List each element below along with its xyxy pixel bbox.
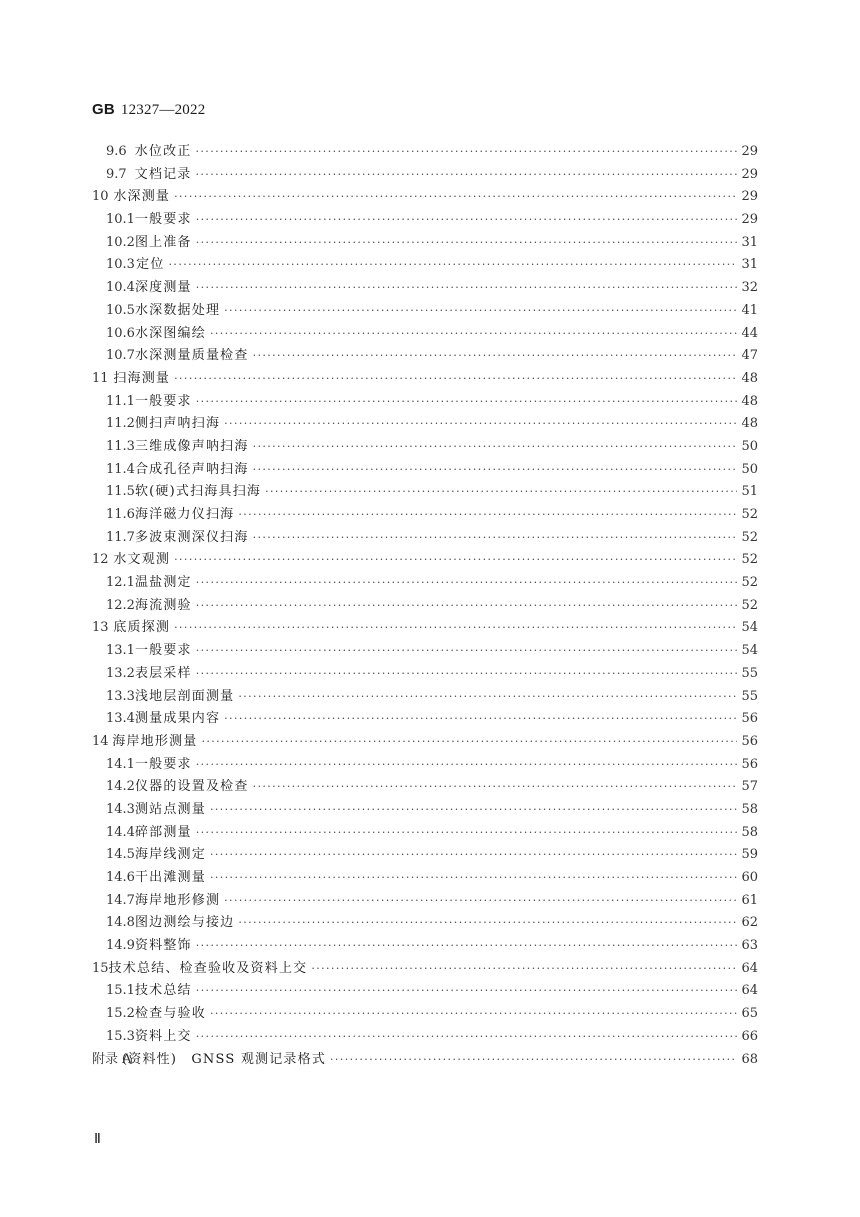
toc-leader-dots bbox=[196, 164, 738, 187]
toc-leader-dots bbox=[253, 345, 738, 368]
toc-entry-page: 47 bbox=[741, 348, 758, 364]
toc-leader-dots bbox=[196, 141, 738, 164]
toc-entry-page: 44 bbox=[741, 325, 758, 341]
toc-section-entry[interactable] bbox=[92, 1003, 758, 1026]
toc-entry-number: 15.3 bbox=[106, 1028, 135, 1044]
toc-entry-title: 测站点测量 bbox=[134, 801, 206, 817]
toc-entry-number: 13 bbox=[92, 620, 109, 636]
toc-entry-page: 59 bbox=[741, 847, 758, 863]
toc-section-entry[interactable] bbox=[92, 686, 758, 709]
toc-entry-page: 55 bbox=[741, 688, 758, 704]
toc-leader-dots bbox=[253, 436, 738, 459]
toc-entry-title: 海岸地形修测 bbox=[134, 892, 221, 908]
toc-leader-dots bbox=[253, 527, 738, 550]
toc-section-entry[interactable] bbox=[92, 481, 758, 504]
toc-leader-dots bbox=[196, 822, 738, 845]
toc-entry-page: 32 bbox=[741, 280, 758, 296]
toc-leader-dots bbox=[224, 708, 737, 731]
toc-section-entry[interactable] bbox=[92, 754, 758, 777]
toc-entry-page: 29 bbox=[741, 166, 758, 182]
toc-section-entry[interactable] bbox=[92, 345, 758, 368]
toc-entry-page: 29 bbox=[741, 144, 758, 159]
toc-entry-number: 15.2 bbox=[106, 1006, 135, 1022]
toc-entry-page: 54 bbox=[741, 643, 758, 659]
toc-entry-title: 海岸地形测量 bbox=[112, 733, 198, 749]
toc-entry-page: 56 bbox=[741, 711, 758, 727]
toc-entry-number: 10 bbox=[92, 189, 109, 205]
toc-section-entry[interactable] bbox=[92, 300, 758, 323]
toc-leader-dots bbox=[224, 890, 737, 913]
toc-leader-dots bbox=[196, 663, 738, 686]
toc-entry-title: 海岸线测定 bbox=[134, 847, 206, 863]
toc-chapter-entry[interactable] bbox=[92, 617, 758, 640]
toc-entry-title: 侧扫声呐扫海 bbox=[134, 416, 221, 432]
toc-entry-number: 10.5 bbox=[106, 302, 135, 318]
toc-entry-title: 水深测量质量检查 bbox=[134, 348, 249, 364]
toc-section-entry[interactable] bbox=[92, 209, 758, 232]
toc-entry-number: 附录 A bbox=[92, 1051, 132, 1067]
toc-entry-number: 12 bbox=[92, 552, 109, 568]
toc-entry-page: 64 bbox=[741, 960, 758, 976]
toc-leader-dots bbox=[196, 595, 738, 618]
toc-entry-page: 56 bbox=[741, 733, 758, 749]
toc-entry-title: 图上准备 bbox=[134, 234, 192, 250]
toc-entry-title: 定位 bbox=[136, 257, 165, 273]
toc-entry-page: 31 bbox=[741, 257, 758, 273]
toc-entry-page: 57 bbox=[741, 779, 758, 795]
toc-chapter-entry[interactable] bbox=[92, 731, 758, 754]
toc-entry-page: 66 bbox=[741, 1028, 758, 1044]
toc-entry-page: 48 bbox=[741, 393, 758, 409]
toc-entry-title: (资料性) GNSS 观测记录格式 bbox=[122, 1051, 327, 1067]
toc-leader-dots bbox=[265, 481, 737, 504]
toc-entry-number: 10.4 bbox=[106, 280, 135, 296]
toc-leader-dots bbox=[238, 912, 737, 935]
toc-entry-number: 11.3 bbox=[106, 438, 135, 454]
toc-entry-number: 14.5 bbox=[106, 847, 135, 863]
toc-section-entry[interactable] bbox=[92, 504, 758, 527]
toc-entry-number: 15 bbox=[92, 960, 109, 976]
toc-entry-title: 温盐测定 bbox=[134, 575, 192, 591]
toc-entry-page: 50 bbox=[741, 438, 758, 454]
toc-section-entry[interactable] bbox=[92, 1026, 758, 1049]
toc-entry-page: 51 bbox=[741, 484, 758, 500]
toc-leader-dots bbox=[174, 368, 737, 391]
toc-entry-number: 14.7 bbox=[106, 892, 135, 908]
toc-entry-number: 10.1 bbox=[106, 212, 135, 228]
toc-entry-page: 68 bbox=[741, 1051, 758, 1067]
toc-entry-number: 10.7 bbox=[106, 348, 135, 364]
toc-entry-title: 海流测验 bbox=[134, 597, 192, 613]
toc-entry-title: 资料整饰 bbox=[134, 938, 192, 954]
toc-section-entry[interactable] bbox=[92, 595, 758, 618]
toc-entry-page: 55 bbox=[741, 665, 758, 681]
toc-entry-page: 29 bbox=[741, 212, 758, 228]
toc-entry-number: 11.6 bbox=[106, 507, 135, 522]
toc-entry-number: 14.2 bbox=[106, 779, 135, 795]
standard-prefix: GB bbox=[92, 101, 115, 118]
toc-leader-dots bbox=[210, 867, 737, 890]
toc-section-entry[interactable] bbox=[92, 980, 758, 1003]
toc-entry-number: 14.3 bbox=[106, 801, 135, 817]
toc-entry-title: 深度测量 bbox=[134, 280, 192, 296]
toc-entry-title: 技术总结、检查验收及资料上交 bbox=[108, 960, 308, 976]
toc-entry-title: 水深数据处理 bbox=[134, 302, 221, 318]
toc-leader-dots bbox=[210, 844, 737, 867]
toc-section-entry[interactable] bbox=[92, 912, 758, 935]
toc-leader-dots bbox=[196, 754, 738, 777]
toc-leader-dots bbox=[196, 980, 738, 1003]
toc-section-entry[interactable] bbox=[92, 844, 758, 867]
toc-entry-number: 9.7 bbox=[106, 166, 127, 182]
toc-entry-page: 41 bbox=[741, 302, 758, 318]
toc-chapter-entry[interactable] bbox=[92, 958, 758, 981]
toc-leader-dots bbox=[253, 776, 738, 799]
page-number: Ⅱ bbox=[94, 1132, 101, 1147]
toc-entry-number: 14.6 bbox=[106, 870, 135, 885]
toc-leader-dots bbox=[330, 1049, 737, 1072]
toc-leader-dots bbox=[196, 391, 738, 414]
toc-leader-dots bbox=[196, 935, 738, 958]
toc-entry-page: 50 bbox=[741, 461, 758, 477]
toc-entry-number: 12.2 bbox=[106, 597, 135, 613]
toc-entry-title: 一般要求 bbox=[134, 212, 192, 228]
toc-leader-dots bbox=[253, 459, 738, 482]
toc-entry-title: 水深测量 bbox=[113, 189, 171, 205]
toc-entry-title: 资料上交 bbox=[134, 1028, 192, 1044]
toc-entry-number: 11 bbox=[92, 370, 109, 386]
toc-entry-title: 多波束测深仪扫海 bbox=[134, 529, 249, 545]
toc-entry-page: 54 bbox=[741, 620, 758, 636]
toc-leader-dots bbox=[196, 277, 738, 300]
toc-section-entry[interactable] bbox=[92, 890, 758, 913]
standard-number: 12327—2022 bbox=[120, 102, 206, 118]
toc-entry-page: 65 bbox=[741, 1006, 758, 1022]
toc-leader-dots bbox=[196, 232, 738, 255]
toc-entry-page: 48 bbox=[741, 370, 758, 386]
toc-entry-page: 56 bbox=[741, 756, 758, 772]
toc-entry-title: 技术总结 bbox=[134, 983, 192, 999]
toc-entry-title: 干出滩测量 bbox=[134, 870, 206, 885]
toc-entry-page: 52 bbox=[741, 529, 758, 545]
toc-entry-title: 检查与验收 bbox=[134, 1006, 206, 1022]
toc-section-entry[interactable] bbox=[92, 867, 758, 890]
toc-entry-number: 10.3 bbox=[106, 257, 135, 273]
toc-section-entry[interactable] bbox=[92, 459, 758, 482]
toc-entry-title: 一般要求 bbox=[134, 393, 192, 409]
toc-section-entry[interactable] bbox=[92, 254, 758, 277]
toc-entry-page: 62 bbox=[741, 915, 758, 931]
toc-entry-number: 11.5 bbox=[106, 484, 135, 500]
toc-leader-dots bbox=[196, 572, 738, 595]
toc-entry-title: 扫海测量 bbox=[113, 370, 171, 386]
toc-chapter-entry[interactable] bbox=[92, 549, 758, 572]
toc-leader-dots bbox=[196, 209, 738, 232]
toc-entry-page: 63 bbox=[741, 938, 758, 954]
toc-entry-title: 浅地层剖面测量 bbox=[134, 688, 235, 704]
toc-leader-dots bbox=[174, 549, 737, 572]
toc-entry-title: 海洋磁力仪扫海 bbox=[134, 507, 235, 522]
toc-section-entry[interactable] bbox=[92, 640, 758, 663]
toc-entry-page: 31 bbox=[741, 234, 758, 250]
toc-entry-number: 13.1 bbox=[106, 643, 135, 659]
toc-entry-number: 11.2 bbox=[106, 416, 135, 432]
toc-leader-dots bbox=[210, 1003, 737, 1026]
toc-entry-number: 13.2 bbox=[106, 665, 135, 681]
toc-entry-title: 碎部测量 bbox=[134, 824, 192, 840]
toc-section-entry[interactable] bbox=[92, 164, 758, 187]
toc-entry-number: 15.1 bbox=[106, 983, 135, 999]
toc-entry-page: 52 bbox=[741, 507, 758, 522]
toc-entry-page: 52 bbox=[741, 552, 758, 568]
toc-leader-dots bbox=[224, 413, 737, 436]
toc-leader-dots bbox=[169, 254, 738, 277]
toc-entry-number: 14.4 bbox=[106, 824, 135, 840]
toc-entry-page: 52 bbox=[741, 575, 758, 591]
toc-section-entry[interactable] bbox=[92, 413, 758, 436]
toc-leader-dots bbox=[224, 300, 737, 323]
toc-entry-number: 14.8 bbox=[106, 915, 135, 931]
toc-entry-title: 水位改正 bbox=[134, 144, 192, 159]
toc-section-entry[interactable] bbox=[92, 776, 758, 799]
toc-section-entry[interactable] bbox=[92, 277, 758, 300]
toc-section-entry[interactable] bbox=[92, 391, 758, 414]
toc-entry-number: 13.3 bbox=[106, 688, 135, 704]
table-of-contents bbox=[92, 141, 758, 1071]
toc-entry-page: 48 bbox=[741, 416, 758, 432]
toc-leader-dots bbox=[174, 617, 737, 640]
toc-entry-number: 11.1 bbox=[106, 393, 135, 409]
toc-entry-page: 52 bbox=[741, 597, 758, 613]
toc-entry-page: 64 bbox=[741, 983, 758, 999]
toc-section-entry[interactable] bbox=[92, 436, 758, 459]
toc-entry-title: 三维成像声呐扫海 bbox=[134, 438, 249, 454]
toc-section-entry[interactable] bbox=[92, 663, 758, 686]
toc-leader-dots bbox=[174, 186, 737, 209]
toc-leader-dots bbox=[238, 504, 737, 527]
document-header bbox=[92, 101, 205, 119]
toc-entry-title: 图边测绘与接边 bbox=[134, 915, 235, 931]
toc-entry-title: 测量成果内容 bbox=[134, 711, 221, 727]
toc-entry-number: 10.2 bbox=[106, 234, 135, 250]
toc-section-entry[interactable] bbox=[92, 935, 758, 958]
toc-entry-title: 仪器的设置及检查 bbox=[134, 779, 249, 795]
toc-entry-title: 文档记录 bbox=[134, 166, 192, 182]
toc-chapter-entry[interactable] bbox=[92, 186, 758, 209]
toc-leader-dots bbox=[238, 686, 737, 709]
toc-entry-page: 58 bbox=[741, 801, 758, 817]
toc-leader-dots bbox=[311, 958, 737, 981]
toc-section-entry[interactable] bbox=[92, 799, 758, 822]
toc-entry-title: 合成孔径声呐扫海 bbox=[134, 461, 249, 477]
toc-leader-dots bbox=[210, 799, 737, 822]
toc-entry-number: 11.4 bbox=[106, 461, 135, 477]
toc-entry-title: 一般要求 bbox=[134, 756, 192, 772]
toc-entry-title: 一般要求 bbox=[134, 643, 192, 659]
toc-entry-title: 软(硬)式扫海具扫海 bbox=[134, 484, 262, 500]
toc-section-entry[interactable] bbox=[92, 822, 758, 845]
toc-entry-number: 14 bbox=[92, 733, 109, 749]
toc-entry-number: 10.6 bbox=[106, 325, 135, 341]
toc-leader-dots bbox=[196, 1026, 738, 1049]
toc-chapter-entry[interactable] bbox=[92, 1049, 758, 1072]
toc-entry-page: 61 bbox=[741, 892, 758, 908]
toc-entry-page: 58 bbox=[741, 824, 758, 840]
toc-entry-title: 表层采样 bbox=[134, 665, 192, 681]
toc-leader-dots bbox=[210, 323, 737, 346]
toc-leader-dots bbox=[201, 731, 737, 754]
toc-section-entry[interactable] bbox=[92, 323, 758, 346]
toc-entry-title: 底质探测 bbox=[113, 620, 171, 636]
toc-entry-number: 12.1 bbox=[106, 575, 135, 591]
toc-entry-page: 29 bbox=[741, 189, 758, 205]
toc-entry-number: 11.7 bbox=[106, 529, 135, 545]
toc-entry-title: 水深图编绘 bbox=[134, 325, 206, 341]
toc-section-entry[interactable] bbox=[92, 232, 758, 255]
toc-entry-title: 水文观测 bbox=[113, 552, 171, 568]
toc-section-entry[interactable] bbox=[92, 527, 758, 550]
toc-entry-page: 60 bbox=[741, 870, 758, 885]
toc-section-entry[interactable] bbox=[92, 708, 758, 731]
toc-entry-number: 14.1 bbox=[106, 756, 135, 772]
toc-section-entry[interactable] bbox=[92, 572, 758, 595]
toc-entry-number: 13.4 bbox=[106, 711, 135, 727]
toc-leader-dots bbox=[196, 640, 738, 663]
toc-entry-number: 14.9 bbox=[106, 938, 135, 954]
toc-chapter-entry[interactable] bbox=[92, 368, 758, 391]
toc-section-entry[interactable] bbox=[92, 141, 758, 164]
toc-entry-number: 9.6 bbox=[106, 144, 127, 159]
